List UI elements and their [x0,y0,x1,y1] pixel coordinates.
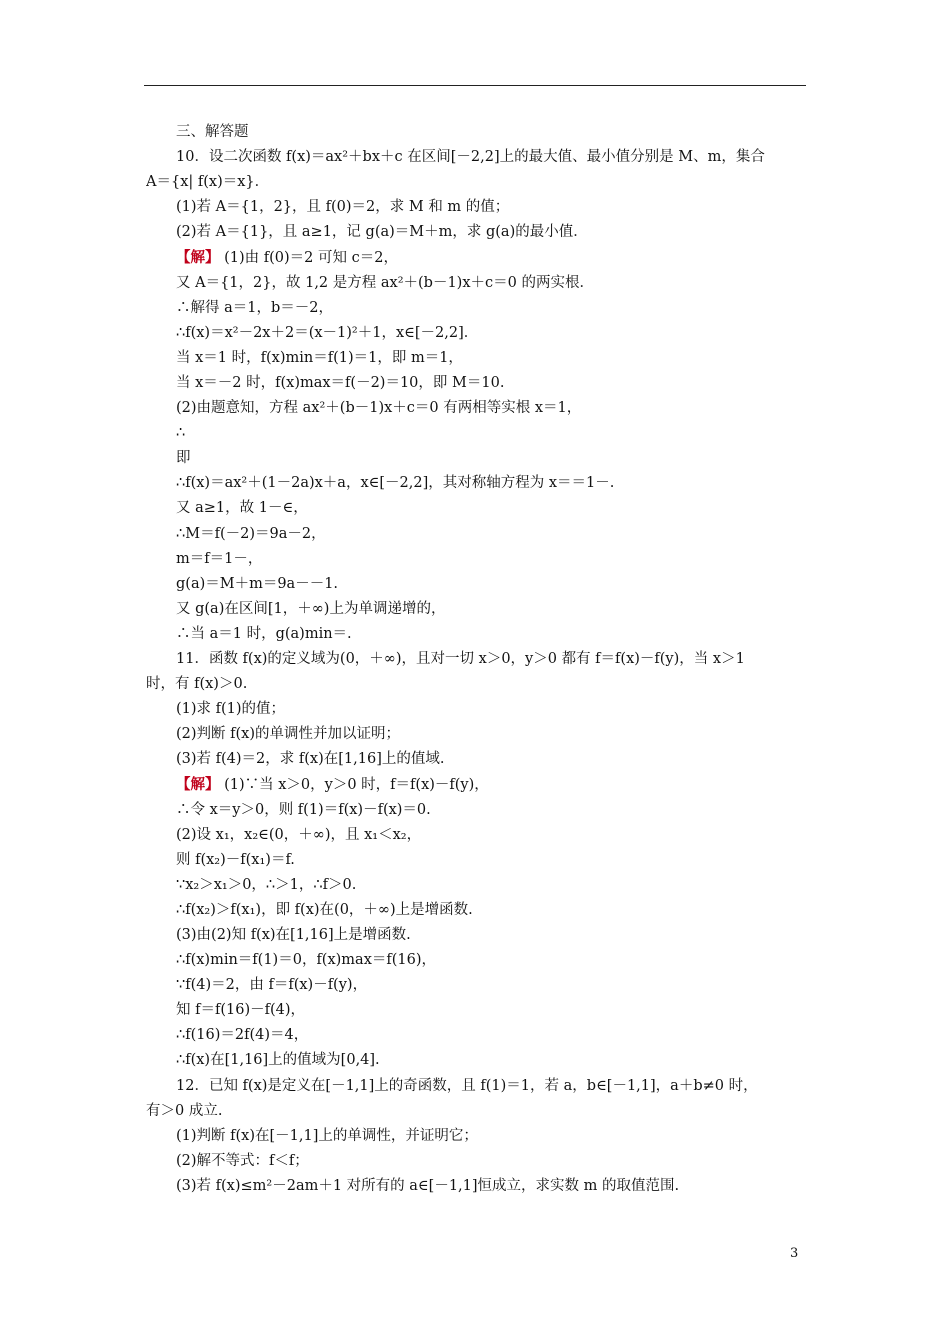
text-line [146,1174,806,1199]
text-line-content: 又 A＝{1，2}，故 1,2 是方程 ax²＋(b－1)x＋c＝0 的两实根． [176,274,594,291]
text-line-content: 时，有 f(x)＞0. [146,676,248,693]
text-line-content: ∴f(x)min＝f(1)＝0，f(x)max＝f(16)， [176,952,437,969]
text-line-content: g(a)＝M＋m＝9a－－1. [176,575,339,592]
text-line-content: (1)若 A＝{1，2}，且 f(0)＝2，求 M 和 m 的值； [176,199,510,216]
text-line [146,245,806,270]
text-line-content: ∴f(x₂)＞f(x₁)，即 f(x)在(0，＋∞)上是增函数. [176,901,473,918]
text-line-content: 即 [176,450,191,467]
text-line-content: (2)设 x₁，x₂∈(0，＋∞)，且 x₁＜x₂， [176,826,422,843]
text-line-content: (3)若 f(x)≤m²－2am＋1 对所有的 a∈[－1,1]恒成立，求实数 m 的取值范围. [176,1177,680,1194]
text-line [146,948,806,973]
text-line-content: (1)∵当 x＞0，y＞0 时，f＝f(x)－f(y)， [219,777,489,794]
text-line [146,823,806,848]
text-line [146,1048,806,1073]
page-number: 3 [790,1246,799,1261]
text-line [146,1099,806,1124]
text-line [146,873,806,898]
text-line-content: 知 f＝f(16)－f(4)， [176,1002,306,1019]
text-line-content: ∴M＝f(－2)＝9a－2， [176,525,326,542]
text-line [146,170,806,195]
text-line [146,346,806,371]
text-line-content: (2)由题意知，方程 ax²＋(b－1)x＋c＝0 有两相等实根 x＝1， [176,400,582,417]
text-line [146,1149,806,1174]
text-line [146,973,806,998]
text-line-content: 当 x＝－2 时，f(x)max＝f(－2)＝10，即 M＝10. [176,374,505,391]
text-line-content: 12．已知 f(x)是定义在[－1,1]上的奇函数，且 f(1)＝1，若 a，b∈[－1,1]，a＋b≠0 时， [176,1077,758,1094]
text-line-content: ∴f(x)＝ax²＋(1－2a)x＋a，x∈[－2,2]，其对称轴方程为 x＝＝1－. [176,475,615,492]
text-line-content: (1)求 f(1)的值； [176,701,286,718]
text-line [146,898,806,923]
text-line [146,1124,806,1149]
text-line-content: (2)判断 f(x)的单调性并加以证明； [176,726,401,743]
text-line [146,597,806,622]
document-body [146,120,806,1199]
text-line [146,923,806,948]
text-line [146,697,806,722]
text-line [146,747,806,772]
text-line-content: m＝f＝1－， [176,550,263,567]
section-title: 三、解答题 [176,124,249,140]
text-line [146,371,806,396]
text-line-content: 10．设二次函数 f(x)＝ax²＋bx＋c 在区间[－2,2]上的最大值、最小值分别是 M、m，集合 [176,149,765,166]
text-line [146,722,806,747]
solution-tag: 【解】 [176,776,220,794]
text-line-content: (3)若 f(4)＝2，求 f(x)在[1,16]上的值域. [176,751,445,768]
text-line-content: ∵f(4)＝2，由 f＝f(x)－f(y)， [176,977,368,994]
text-line [146,622,806,647]
text-line [146,446,806,471]
text-line-content: (1)判断 f(x)在[－1,1]上的单调性，并证明它； [176,1127,478,1144]
text-lines [146,145,806,1199]
text-line-content: 又 a≥1，故 1－∈， [176,500,308,517]
text-line-content: ∴f(x)在[1,16]上的值域为[0,4]. [176,1052,380,1069]
text-line [146,1023,806,1048]
text-line [146,547,806,572]
text-line-content: ∴解得 a＝1，b＝－2， [176,299,333,316]
text-line-content: 则 f(x₂)－f(x₁)＝f. [176,851,295,868]
header-rule [144,85,806,86]
text-line-content: ∵x₂＞x₁＞0，∴＞1，∴f＞0. [176,876,357,893]
text-line-content: (1)由 f(0)＝2 可知 c＝2， [219,250,398,267]
text-line [146,798,806,823]
text-line [146,496,806,521]
text-line-content: 当 x＝1 时，f(x)min＝f(1)＝1，即 m＝1， [176,349,463,366]
text-line [146,396,806,421]
text-line [146,271,806,296]
text-line [146,1074,806,1099]
text-line-content: ∴ [176,425,186,442]
text-line-content: A＝{x| f(x)＝x}． [146,174,270,191]
text-line [146,471,806,496]
text-line-content: ∴当 a＝1 时，g(a)min＝. [176,625,352,642]
text-line [146,321,806,346]
text-line [146,848,806,873]
text-line-content: 11．函数 f(x)的定义域为(0，＋∞)，且对一切 x＞0，y＞0 都有 f＝f(x)－f(y)，当 x＞1 [176,650,745,667]
solution-tag: 【解】 [176,249,220,267]
text-line [146,522,806,547]
text-line-content: ∴f(x)＝x²－2x＋2＝(x－1)²＋1，x∈[－2,2]． [176,324,479,341]
text-line [146,220,806,245]
text-line-content: (3)由(2)知 f(x)在[1,16]上是增函数. [176,927,411,943]
text-line [146,145,806,170]
text-line [146,672,806,697]
text-line [146,195,806,220]
text-line [146,296,806,321]
text-line-content: ∴f(16)＝2f(4)＝4， [176,1027,309,1044]
text-line-content: 又 g(a)在区间[1，＋∞)上为单调递增的， [176,600,446,617]
text-line [146,572,806,597]
text-line-content: (2)解不等式：f＜f； [176,1152,309,1169]
text-line [146,998,806,1023]
text-line-content: (2)若 A＝{1}，且 a≥1，记 g(a)＝M＋m，求 g(a)的最小值． [176,224,588,241]
text-line [146,772,806,797]
text-line-content: ∴令 x＝y＞0，则 f(1)＝f(x)－f(x)＝0. [176,801,431,818]
text-line [146,421,806,446]
text-line-content: 有＞0 成立. [146,1102,223,1119]
text-line [146,647,806,672]
